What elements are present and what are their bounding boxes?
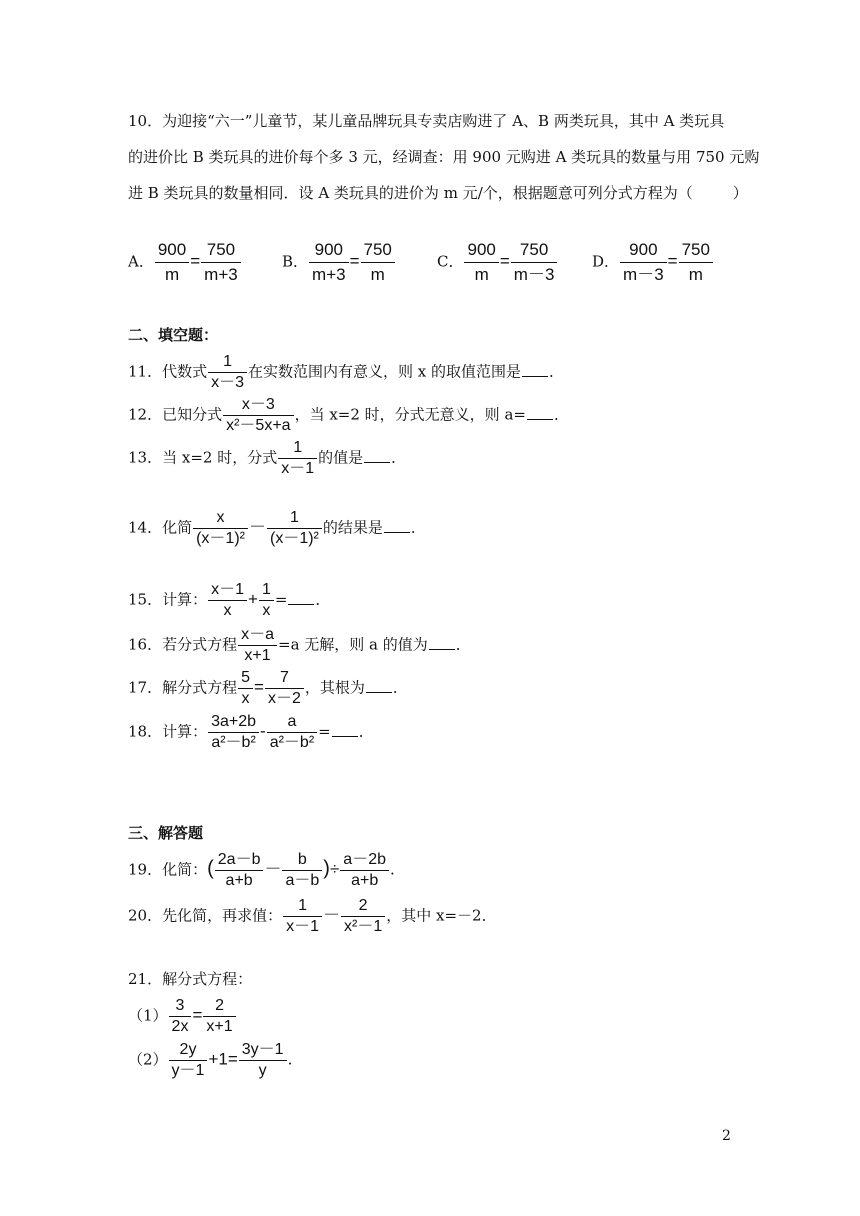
answer-blank (366, 680, 392, 693)
denominator: a+b (340, 870, 389, 891)
question-text: ，当 x=2 时，分式无意义，则 a= (294, 405, 526, 424)
numerator: 1 (223, 353, 232, 370)
question-21-part-1 (128, 996, 237, 1037)
denominator: x (208, 600, 247, 621)
fraction (265, 668, 304, 709)
denominator: m+3 (201, 262, 241, 287)
question-12 (128, 395, 569, 436)
question-18 (128, 712, 374, 753)
equals-sign: = (190, 251, 201, 271)
q10-option-c (437, 238, 558, 287)
q10-option-d (592, 238, 714, 287)
fraction (223, 395, 293, 436)
numerator: 1 (293, 439, 303, 456)
numerator: 750 (519, 240, 549, 259)
question-end: ． (391, 448, 407, 467)
numerator: 900 (467, 240, 496, 259)
denominator: m (679, 262, 713, 287)
denominator: m－3 (511, 262, 558, 287)
fraction (267, 712, 317, 753)
question-end: . (287, 1050, 293, 1069)
fraction (361, 238, 395, 287)
question-end: ． (392, 678, 408, 697)
denominator: x+1 (238, 645, 277, 666)
q10-close-paren: ） (732, 184, 748, 202)
denominator: m (464, 262, 498, 287)
fraction (679, 238, 713, 287)
fraction (341, 896, 385, 937)
equals-sign: = (349, 251, 360, 271)
part-label: （1） (128, 1006, 168, 1025)
minus-sign: － (264, 859, 282, 879)
q10-option-b (282, 238, 396, 287)
answer-blank (527, 407, 553, 420)
numerator: 3a+2b (211, 713, 257, 730)
denominator: x (259, 600, 274, 621)
denominator: x²－1 (341, 916, 385, 937)
question-text: 20．先化简，再求值： (128, 906, 283, 925)
answer-blank (364, 450, 390, 463)
denominator: 2x (169, 1016, 192, 1037)
question-21-title: 21．解分式方程： (128, 970, 253, 988)
question-text: 18．计算： (128, 722, 208, 741)
question-17 (128, 668, 408, 709)
denominator: a²－b² (208, 732, 259, 753)
numerator: x－1 (211, 581, 244, 598)
right-paren: ) (323, 857, 330, 880)
fraction (208, 712, 259, 753)
question-21-part-2 (128, 1040, 292, 1081)
numerator: 1 (298, 897, 307, 914)
q10-line3 (128, 178, 748, 208)
question-text: 15．计算： (128, 590, 208, 609)
equals-sign: = (254, 677, 264, 697)
fraction (259, 580, 274, 621)
minus-sign: － (248, 517, 266, 537)
fraction (155, 238, 189, 287)
question-text: 17．解分式方程 (128, 678, 238, 697)
numerator: 5 (241, 669, 250, 686)
q10-line3-text: 进 B 类玩具的数量相同．设 A 类玩具的进价为 m 元/个，根据题意可列分式方程为（ (128, 184, 693, 202)
numerator: a－2b (343, 851, 386, 868)
numerator: 750 (206, 240, 236, 259)
fraction (215, 850, 264, 891)
denominator: (x－1)² (267, 528, 322, 549)
numerator: a (287, 713, 297, 730)
fraction (208, 352, 247, 393)
question-15 (128, 580, 330, 621)
fraction (282, 850, 322, 891)
equals-sign: = (499, 251, 510, 271)
question-16 (128, 625, 471, 666)
option-label: B． (282, 252, 309, 271)
denominator: x－3 (208, 372, 247, 393)
question-text: 16．若分式方程 (128, 635, 238, 654)
plus-sign: + (248, 589, 258, 609)
numerator: 7 (279, 669, 289, 686)
fraction (464, 238, 498, 287)
question-13 (128, 438, 406, 479)
denominator: m (155, 262, 189, 287)
question-end: ． (410, 518, 426, 537)
denominator: a－b (282, 870, 322, 891)
fraction (201, 238, 241, 287)
question-text: 13．当 x=2 时，分式 (128, 448, 278, 467)
page-number: 2 (722, 1128, 731, 1144)
question-text: 19．化简： (128, 860, 208, 879)
minus-sign: - (260, 721, 266, 741)
question-19 (128, 850, 395, 891)
answer-blank (429, 637, 455, 650)
option-label: C． (437, 252, 464, 271)
question-text: 11．代数式 (128, 362, 208, 381)
question-text: = (274, 590, 288, 609)
fraction (278, 438, 317, 479)
answer-blank (288, 592, 314, 605)
numerator: 900 (314, 240, 343, 259)
denominator: x－1 (283, 916, 322, 937)
question-text: 12．已知分式 (128, 405, 223, 424)
question-end: ． (553, 405, 569, 424)
denominator: x (238, 688, 253, 709)
numerator: 2a－b (217, 851, 261, 868)
fraction (283, 896, 322, 937)
denominator: y－1 (169, 1060, 208, 1081)
numerator: 1 (289, 509, 299, 526)
section-heading-fill-in: 二、填空题： (128, 326, 219, 344)
fraction (169, 996, 192, 1037)
numerator: 900 (629, 240, 658, 259)
answer-blank (522, 364, 548, 377)
question-20 (128, 896, 497, 937)
numerator: 3y－1 (241, 1041, 284, 1058)
equals-sign: = (667, 251, 678, 271)
question-end: ． (549, 362, 565, 381)
fraction (193, 508, 248, 549)
denominator: m－3 (620, 262, 667, 287)
denominator: x－2 (265, 688, 304, 709)
denominator: x²－5x+a (223, 415, 293, 436)
left-paren: ( (207, 857, 214, 880)
part-label: （2） (128, 1050, 168, 1069)
numerator: 750 (363, 240, 392, 259)
fraction (208, 580, 247, 621)
question-text: = (318, 722, 331, 741)
numerator: 2 (215, 997, 224, 1014)
numerator: b (297, 851, 307, 868)
question-end: . (390, 860, 395, 879)
question-end: ． (358, 722, 374, 741)
denominator: (x－1)² (193, 528, 248, 549)
denominator: a+b (215, 870, 264, 891)
equals-sign: = (192, 1005, 203, 1025)
answer-blank (332, 724, 358, 737)
denominator: a²－b² (267, 732, 317, 753)
minus-sign: － (323, 905, 340, 925)
numerator: 1 (261, 581, 271, 598)
fraction (239, 1040, 287, 1081)
fraction (620, 238, 667, 287)
option-label: D． (592, 252, 620, 271)
question-end: ． (315, 590, 331, 609)
numerator: 900 (157, 240, 187, 259)
question-11 (128, 352, 564, 393)
question-text: ，其根为 (304, 678, 365, 697)
plus-one-equals: +1= (208, 1049, 238, 1069)
denominator: m+3 (309, 262, 349, 287)
numerator: 2y (179, 1041, 197, 1058)
fraction (238, 625, 277, 666)
question-text: 的值是 (318, 448, 364, 467)
numerator: x (216, 509, 225, 526)
denominator: m (361, 262, 395, 287)
divide-sign: ÷ (329, 859, 340, 879)
question-text: 的结果是 (322, 518, 383, 537)
denominator: y (239, 1060, 287, 1081)
answer-blank (384, 520, 410, 533)
fraction (267, 508, 322, 549)
fraction (169, 1040, 208, 1081)
q10-option-a (128, 238, 242, 287)
denominator: x+1 (203, 1016, 235, 1037)
question-text: ，其中 x=－2． (386, 906, 497, 925)
numerator: 3 (175, 997, 185, 1014)
numerator: x－3 (241, 396, 275, 413)
question-text: 14．化简 (128, 518, 193, 537)
option-label: A． (128, 252, 154, 271)
denominator: x－1 (278, 458, 317, 479)
fraction (511, 238, 558, 287)
numerator: 750 (681, 240, 710, 259)
question-text: =a 无解，则 a 的值为 (278, 635, 428, 654)
fraction (203, 996, 235, 1037)
question-end: ． (455, 635, 471, 654)
numerator: 2 (358, 897, 368, 914)
fraction (340, 850, 389, 891)
question-14 (128, 508, 426, 549)
q10-line1: 10．为迎接“六一”儿童节，某儿童品牌玩具专卖店购进了 A、B 两类玩具，其中 A 类玩具 (128, 112, 725, 130)
fraction (238, 668, 253, 709)
q10-line2: 的进价比 B 类玩具的进价每个多 3 元，经调查：用 900 元购进 A 类玩具的数量与用 750 元购 (128, 148, 760, 166)
question-text: 在实数范围内有意义，则 x 的取值范围是 (248, 362, 521, 381)
fraction (309, 238, 349, 287)
numerator: x－a (241, 626, 274, 643)
section-heading-answers: 三、解答题 (128, 824, 204, 842)
